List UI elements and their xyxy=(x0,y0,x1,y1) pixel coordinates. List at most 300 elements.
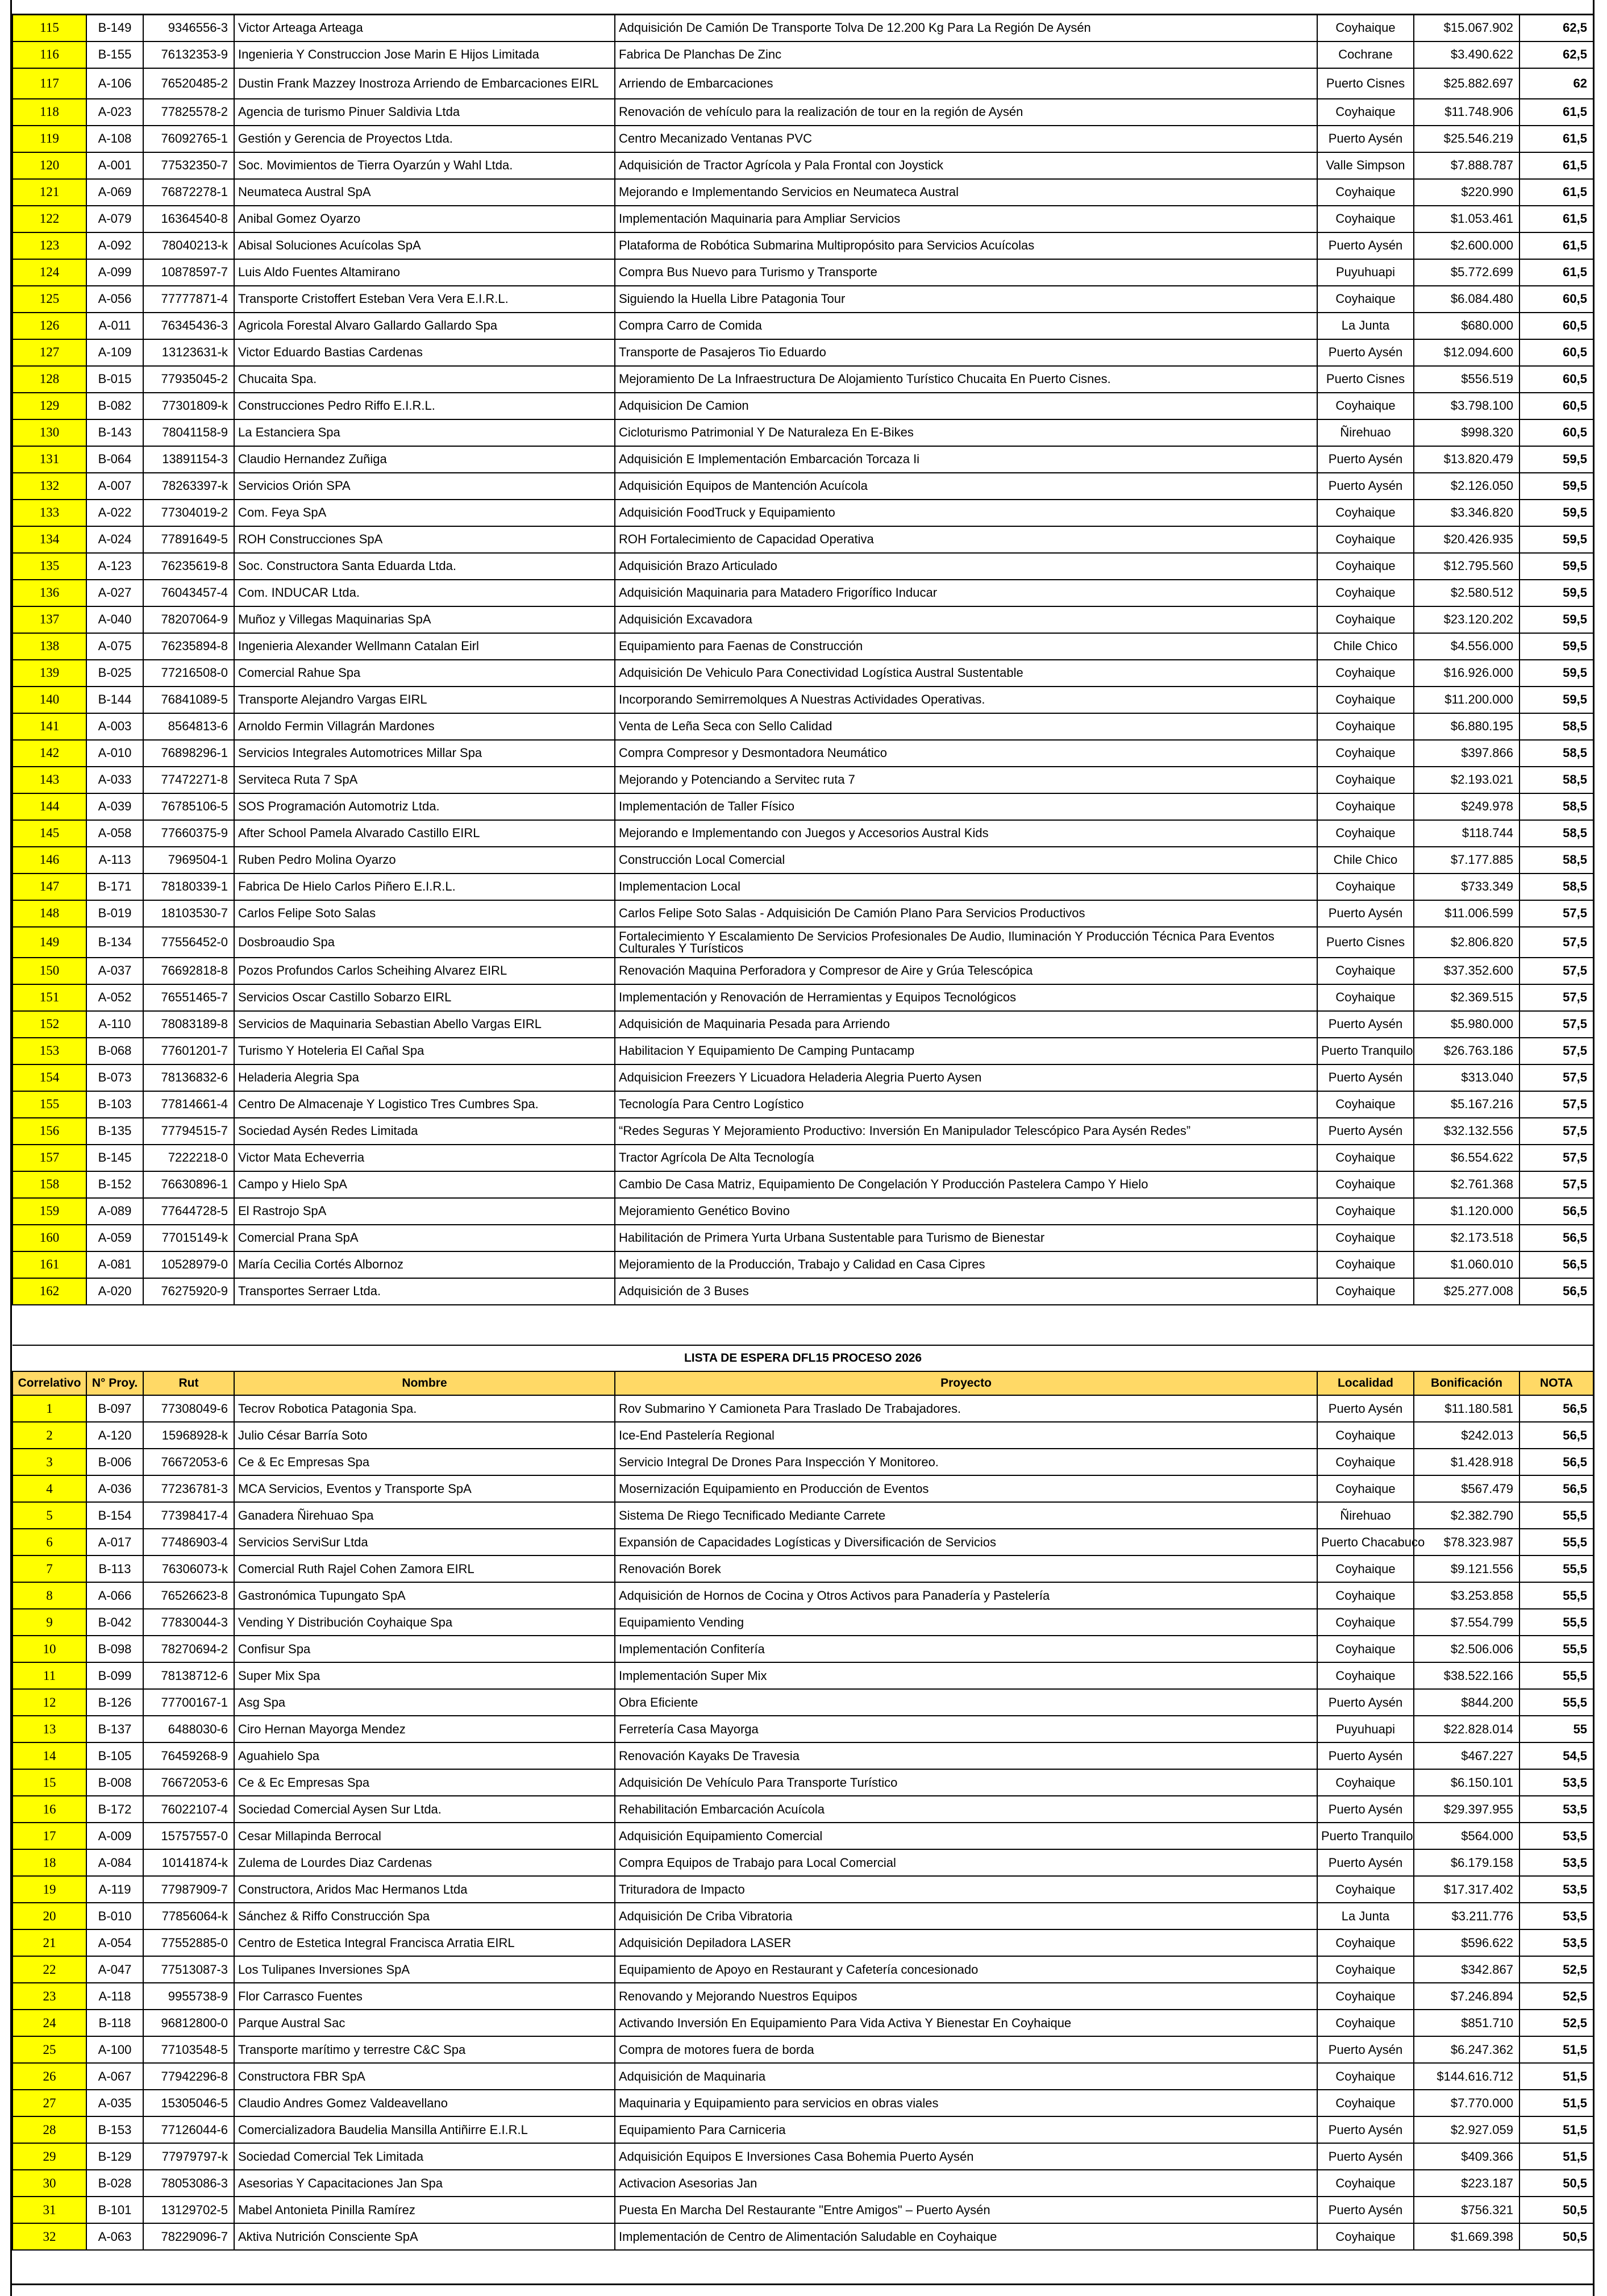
project-cell: Ice-End Pastelería Regional xyxy=(615,1422,1317,1449)
table-row xyxy=(13,1983,1593,2010)
score-cell: 59,5 xyxy=(1519,526,1593,553)
score-cell: 60,5 xyxy=(1519,393,1593,419)
name-cell: La Estanciera Spa xyxy=(234,419,615,446)
project-cell: Adquisicion Freezers Y Licuadora Heladeria Alegria Puerto Aysen xyxy=(615,1064,1317,1091)
table-row xyxy=(13,1689,1593,1716)
correlativo-cell: 16 xyxy=(13,1796,86,1823)
name-cell: Julio César Barría Soto xyxy=(234,1422,615,1449)
project-cell: Adquisición FoodTruck y Equipamiento xyxy=(615,500,1317,526)
score-cell: 56,5 xyxy=(1519,1198,1593,1225)
rut-cell: 76672053-6 xyxy=(143,1449,234,1475)
score-cell: 58,5 xyxy=(1519,713,1593,740)
rut-cell: 8564813-6 xyxy=(143,713,234,740)
project-cell: Equipamiento para Faenas de Construcción xyxy=(615,633,1317,660)
bonus-cell: $12.795.560 xyxy=(1414,553,1519,580)
correlativo-cell: 137 xyxy=(13,606,86,633)
score-cell: 55,5 xyxy=(1519,1529,1593,1555)
bonus-cell: $37.352.600 xyxy=(1414,958,1519,984)
table-row xyxy=(13,152,1593,179)
project-cell: Adquisición de Maquinaria Pesada para Arriendo xyxy=(615,1011,1317,1038)
project-number-cell: A-079 xyxy=(86,206,143,232)
locality-cell: Coyhaique xyxy=(1317,793,1414,820)
score-cell: 59,5 xyxy=(1519,606,1593,633)
project-cell: Renovando y Mejorando Nuestros Equipos xyxy=(615,1983,1317,2010)
bonus-cell: $11.748.906 xyxy=(1414,99,1519,126)
rut-cell: 78138712-6 xyxy=(143,1662,234,1689)
bonus-cell: $144.616.712 xyxy=(1414,2063,1519,2090)
project-cell: Adquisición De Vehiculo Para Conectividad Logística Austral Sustentable xyxy=(615,660,1317,687)
correlativo-cell: 126 xyxy=(13,313,86,339)
name-cell: Construcciones Pedro Riffo E.I.R.L. xyxy=(234,393,615,419)
locality-cell: Puerto Aysén xyxy=(1317,1011,1414,1038)
bonus-cell: $9.121.556 xyxy=(1414,1555,1519,1582)
bonus-cell: $78.323.987 xyxy=(1414,1529,1519,1555)
bonus-cell: $313.040 xyxy=(1414,1064,1519,1091)
rut-cell: 76520485-2 xyxy=(143,68,234,99)
rut-cell: 77601201-7 xyxy=(143,1038,234,1064)
name-cell: Constructora FBR SpA xyxy=(234,2063,615,2090)
project-number-cell: B-126 xyxy=(86,1689,143,1716)
table-row xyxy=(13,687,1593,713)
locality-cell: Coyhaique xyxy=(1317,1609,1414,1636)
rut-cell: 78229096-7 xyxy=(143,2223,234,2250)
waitlist-body xyxy=(13,1395,1593,2250)
project-cell: Servicio Integral De Drones Para Inspección Y Monitoreo. xyxy=(615,1449,1317,1475)
project-cell: Activando Inversión En Equipamiento Para Vida Activa Y Bienestar En Coyhaique xyxy=(615,2010,1317,2036)
correlativo-cell: 116 xyxy=(13,41,86,68)
name-cell: Servicios de Maquinaria Sebastian Abello Vargas EIRL xyxy=(234,1011,615,1038)
project-cell: Adquisición De Criba Vibratoria xyxy=(615,1903,1317,1929)
bonus-cell: $25.546.219 xyxy=(1414,126,1519,152)
correlativo-cell: 151 xyxy=(13,984,86,1011)
rut-cell: 76306073-k xyxy=(143,1555,234,1582)
table-row xyxy=(13,793,1593,820)
score-cell: 58,5 xyxy=(1519,793,1593,820)
rut-cell: 76459268-9 xyxy=(143,1742,234,1769)
table-row xyxy=(13,1956,1593,1983)
rut-cell: 10878597-7 xyxy=(143,259,234,286)
locality-cell: Coyhaique xyxy=(1317,958,1414,984)
rut-cell: 77556452-0 xyxy=(143,927,234,958)
name-cell: Mabel Antonieta Pinilla Ramírez xyxy=(234,2197,615,2223)
header-nombre: Nombre xyxy=(234,1371,615,1395)
name-cell: Chucaita Spa. xyxy=(234,366,615,393)
table-row xyxy=(13,419,1593,446)
locality-cell: Coyhaique xyxy=(1317,820,1414,847)
table-row xyxy=(13,232,1593,259)
correlativo-cell: 30 xyxy=(13,2170,86,2197)
project-cell: Habilitacion Y Equipamiento De Camping Puntacamp xyxy=(615,1038,1317,1064)
name-cell: Comercial Rahue Spa xyxy=(234,660,615,687)
project-number-cell: A-040 xyxy=(86,606,143,633)
table-row xyxy=(13,1502,1593,1529)
name-cell: Heladeria Alegria Spa xyxy=(234,1064,615,1091)
project-cell: Equipamiento Para Carniceria xyxy=(615,2116,1317,2143)
rut-cell: 76692818-8 xyxy=(143,958,234,984)
score-cell: 55,5 xyxy=(1519,1609,1593,1636)
project-cell: Adquisición de 3 Buses xyxy=(615,1278,1317,1305)
name-cell: Abisal Soluciones Acuícolas SpA xyxy=(234,232,615,259)
locality-cell: Coyhaique xyxy=(1317,687,1414,713)
correlativo-cell: 32 xyxy=(13,2223,86,2250)
correlativo-cell: 5 xyxy=(13,1502,86,1529)
locality-cell: Coyhaique xyxy=(1317,984,1414,1011)
name-cell: Confisur Spa xyxy=(234,1636,615,1662)
project-number-cell: A-047 xyxy=(86,1956,143,1983)
correlativo-cell: 160 xyxy=(13,1225,86,1251)
name-cell: Sánchez & Riffo Construcción Spa xyxy=(234,1903,615,1929)
rut-cell: 76345436-3 xyxy=(143,313,234,339)
name-cell: Ruben Pedro Molina Oyarzo xyxy=(234,847,615,874)
project-number-cell: A-022 xyxy=(86,500,143,526)
bonus-cell: $6.150.101 xyxy=(1414,1769,1519,1796)
locality-cell: Ñirehuao xyxy=(1317,1502,1414,1529)
project-cell: Expansión de Capacidades Logísticas y Diversificación de Servicios xyxy=(615,1529,1317,1555)
score-cell: 57,5 xyxy=(1519,927,1593,958)
project-cell: Mejoramiento Genético Bovino xyxy=(615,1198,1317,1225)
correlativo-cell: 118 xyxy=(13,99,86,126)
correlativo-cell: 136 xyxy=(13,580,86,606)
score-cell: 53,5 xyxy=(1519,1769,1593,1796)
project-number-cell: B-145 xyxy=(86,1145,143,1171)
correlativo-cell: 26 xyxy=(13,2063,86,2090)
project-number-cell: A-033 xyxy=(86,767,143,793)
locality-cell: Puerto Aysén xyxy=(1317,1849,1414,1876)
correlativo-cell: 143 xyxy=(13,767,86,793)
name-cell: Constructora, Aridos Mac Hermanos Ltda xyxy=(234,1876,615,1903)
score-cell: 58,5 xyxy=(1519,740,1593,767)
project-cell: Implementación de Taller Físico xyxy=(615,793,1317,820)
table-row xyxy=(13,1903,1593,1929)
score-cell: 55,5 xyxy=(1519,1502,1593,1529)
project-cell: Mejorando e Implementando con Juegos y Accesorios Austral Kids xyxy=(615,820,1317,847)
project-number-cell: B-153 xyxy=(86,2116,143,2143)
project-number-cell: B-154 xyxy=(86,1502,143,1529)
correlativo-cell: 31 xyxy=(13,2197,86,2223)
project-cell: Implementacion Local xyxy=(615,874,1317,900)
rut-cell: 76043457-4 xyxy=(143,580,234,606)
table-row xyxy=(13,1011,1593,1038)
score-cell: 56,5 xyxy=(1519,1395,1593,1422)
locality-cell: Coyhaique xyxy=(1317,2063,1414,2090)
rut-cell: 76526623-8 xyxy=(143,1582,234,1609)
table-row xyxy=(13,2170,1593,2197)
rut-cell: 77825578-2 xyxy=(143,99,234,126)
rut-cell: 77935045-2 xyxy=(143,366,234,393)
score-cell: 59,5 xyxy=(1519,633,1593,660)
project-number-cell: A-024 xyxy=(86,526,143,553)
bonus-cell: $11.200.000 xyxy=(1414,687,1519,713)
score-cell: 59,5 xyxy=(1519,687,1593,713)
project-number-cell: B-137 xyxy=(86,1716,143,1742)
project-number-cell: B-099 xyxy=(86,1662,143,1689)
project-number-cell: A-120 xyxy=(86,1422,143,1449)
locality-cell: Puerto Aysén xyxy=(1317,1742,1414,1769)
name-cell: Ciro Hernan Mayorga Mendez xyxy=(234,1716,615,1742)
rut-cell: 77987909-7 xyxy=(143,1876,234,1903)
correlativo-cell: 117 xyxy=(13,68,86,99)
bonus-cell: $5.980.000 xyxy=(1414,1011,1519,1038)
correlativo-cell: 144 xyxy=(13,793,86,820)
locality-cell: Coyhaique xyxy=(1317,1449,1414,1475)
project-cell: Adquisición Equipos de Mantención Acuícola xyxy=(615,473,1317,500)
locality-cell: Puyuhuapi xyxy=(1317,1716,1414,1742)
table-row xyxy=(13,1091,1593,1118)
locality-cell: Coyhaique xyxy=(1317,740,1414,767)
score-cell: 52,5 xyxy=(1519,1956,1593,1983)
name-cell: Victor Arteaga Arteaga xyxy=(234,15,615,41)
project-cell: Mejorando e Implementando Servicios en Neumateca Austral xyxy=(615,179,1317,206)
bonus-cell: $733.349 xyxy=(1414,874,1519,900)
project-cell: Plataforma de Robótica Submarina Multipropósito para Servicios Acuícolas xyxy=(615,232,1317,259)
score-cell: 56,5 xyxy=(1519,1449,1593,1475)
table-row xyxy=(13,1278,1593,1305)
locality-cell: Coyhaique xyxy=(1317,580,1414,606)
name-cell: María Cecilia Cortés Albornoz xyxy=(234,1251,615,1278)
project-cell: Implementación Super Mix xyxy=(615,1662,1317,1689)
name-cell: Comercial Ruth Rajel Cohen Zamora EIRL xyxy=(234,1555,615,1582)
locality-cell: Coyhaique xyxy=(1317,393,1414,419)
project-cell: Activacion Asesorias Jan xyxy=(615,2170,1317,2197)
project-cell: Siguiendo la Huella Libre Patagonia Tour xyxy=(615,286,1317,313)
correlativo-cell: 146 xyxy=(13,847,86,874)
score-cell: 57,5 xyxy=(1519,1145,1593,1171)
project-cell: Adquisicion De Camion xyxy=(615,393,1317,419)
correlativo-cell: 124 xyxy=(13,259,86,286)
table-row xyxy=(13,1662,1593,1689)
table-row xyxy=(13,958,1593,984)
score-cell: 58,5 xyxy=(1519,767,1593,793)
project-number-cell: A-067 xyxy=(86,2063,143,2090)
table-row xyxy=(13,633,1593,660)
locality-cell: Puerto Aysén xyxy=(1317,1395,1414,1422)
rut-cell: 76235619-8 xyxy=(143,553,234,580)
project-number-cell: A-059 xyxy=(86,1225,143,1251)
locality-cell: Coyhaique xyxy=(1317,2223,1414,2250)
project-cell: Rov Submarino Y Camioneta Para Traslado De Trabajadores. xyxy=(615,1395,1317,1422)
table-row xyxy=(13,1145,1593,1171)
project-number-cell: B-006 xyxy=(86,1449,143,1475)
name-cell: Cesar Millapinda Berrocal xyxy=(234,1823,615,1849)
rut-cell: 77216508-0 xyxy=(143,660,234,687)
table-row xyxy=(13,847,1593,874)
correlativo-cell: 135 xyxy=(13,553,86,580)
project-number-cell: B-101 xyxy=(86,2197,143,2223)
project-cell: Adquisición de Maquinaria xyxy=(615,2063,1317,2090)
table-row xyxy=(13,1929,1593,1956)
project-cell: Compra Equipos de Trabajo para Local Comercial xyxy=(615,1849,1317,1876)
name-cell: Servicios Integrales Automotrices Millar Spa xyxy=(234,740,615,767)
header-n-proy: N° Proy. xyxy=(86,1371,143,1395)
bonus-cell: $409.366 xyxy=(1414,2143,1519,2170)
correlativo-cell: 153 xyxy=(13,1038,86,1064)
name-cell: Arnoldo Fermin Villagrán Mardones xyxy=(234,713,615,740)
locality-cell: Puerto Aysén xyxy=(1317,126,1414,152)
correlativo-cell: 121 xyxy=(13,179,86,206)
project-cell: Equipamiento Vending xyxy=(615,1609,1317,1636)
bonus-cell: $1.120.000 xyxy=(1414,1198,1519,1225)
rut-cell: 77472271-8 xyxy=(143,767,234,793)
table-row xyxy=(13,1475,1593,1502)
project-cell: Implementación Maquinaria para Ampliar Servicios xyxy=(615,206,1317,232)
correlativo-cell: 28 xyxy=(13,2116,86,2143)
locality-cell: Puerto Aysén xyxy=(1317,2197,1414,2223)
correlativo-cell: 162 xyxy=(13,1278,86,1305)
name-cell: Los Tulipanes Inversiones SpA xyxy=(234,1956,615,1983)
score-cell: 60,5 xyxy=(1519,419,1593,446)
waitlist-title-row xyxy=(13,1345,1593,1371)
project-cell: Puesta En Marcha Del Restaurante "Entre Amigos" – Puerto Aysén xyxy=(615,2197,1317,2223)
rut-cell: 77814661-4 xyxy=(143,1091,234,1118)
table-row xyxy=(13,2090,1593,2116)
name-cell: Transportes Serraer Ltda. xyxy=(234,1278,615,1305)
locality-cell: Coyhaique xyxy=(1317,1171,1414,1198)
score-cell: 56,5 xyxy=(1519,1278,1593,1305)
score-cell: 57,5 xyxy=(1519,1038,1593,1064)
project-number-cell: B-082 xyxy=(86,393,143,419)
table-row xyxy=(13,927,1593,958)
rut-cell: 76841089-5 xyxy=(143,687,234,713)
score-cell: 50,5 xyxy=(1519,2170,1593,2197)
project-number-cell: A-109 xyxy=(86,339,143,366)
project-cell: Rehabilitación Embarcación Acuícola xyxy=(615,1796,1317,1823)
bonus-cell: $596.622 xyxy=(1414,1929,1519,1956)
project-cell: Compra Compresor y Desmontadora Neumático xyxy=(615,740,1317,767)
table-row xyxy=(13,553,1593,580)
locality-cell: Coyhaique xyxy=(1317,1956,1414,1983)
table-row xyxy=(13,1064,1593,1091)
name-cell: Tecrov Robotica Patagonia Spa. xyxy=(234,1395,615,1422)
locality-cell: Coyhaique xyxy=(1317,1876,1414,1903)
correlativo-cell: 130 xyxy=(13,419,86,446)
project-cell: Adquisición De Vehículo Para Transporte Turístico xyxy=(615,1769,1317,1796)
table-row xyxy=(13,1796,1593,1823)
rut-cell: 76898296-1 xyxy=(143,740,234,767)
rut-cell: 77830044-3 xyxy=(143,1609,234,1636)
score-cell: 62,5 xyxy=(1519,41,1593,68)
correlativo-cell: 139 xyxy=(13,660,86,687)
table-row xyxy=(13,874,1593,900)
rut-cell: 76022107-4 xyxy=(143,1796,234,1823)
bonus-cell: $23.120.202 xyxy=(1414,606,1519,633)
score-cell: 57,5 xyxy=(1519,1011,1593,1038)
name-cell: Victor Eduardo Bastias Cardenas xyxy=(234,339,615,366)
score-cell: 56,5 xyxy=(1519,1251,1593,1278)
score-cell: 54,5 xyxy=(1519,1742,1593,1769)
locality-cell: Cochrane xyxy=(1317,41,1414,68)
rut-cell: 77398417-4 xyxy=(143,1502,234,1529)
project-cell: Fortalecimiento Y Escalamiento De Servicios Profesionales De Audio, Iluminación Y Producción Técnica Para Eventos Culturales Y Turísticos xyxy=(615,927,1317,958)
bonus-cell: $5.772.699 xyxy=(1414,259,1519,286)
score-cell: 62 xyxy=(1519,68,1593,99)
name-cell: Carlos Felipe Soto Salas xyxy=(234,900,615,927)
project-cell: Adquisición Equipos E Inversiones Casa Bohemia Puerto Aysén xyxy=(615,2143,1317,2170)
name-cell: Luis Aldo Fuentes Altamirano xyxy=(234,259,615,286)
bonus-cell: $6.247.362 xyxy=(1414,2036,1519,2063)
name-cell: Servicios Oscar Castillo Sobarzo EIRL xyxy=(234,984,615,1011)
project-number-cell: A-052 xyxy=(86,984,143,1011)
project-number-cell: A-054 xyxy=(86,1929,143,1956)
locality-cell: Puerto Aysén xyxy=(1317,2036,1414,2063)
locality-cell: Coyhaique xyxy=(1317,553,1414,580)
table-row xyxy=(13,2116,1593,2143)
rut-cell: 77126044-6 xyxy=(143,2116,234,2143)
bonus-cell: $2.927.059 xyxy=(1414,2116,1519,2143)
rut-cell: 77513087-3 xyxy=(143,1956,234,1983)
score-cell: 55,5 xyxy=(1519,1636,1593,1662)
score-cell: 57,5 xyxy=(1519,1091,1593,1118)
table-row xyxy=(13,313,1593,339)
locality-cell: Puerto Aysén xyxy=(1317,1796,1414,1823)
rut-cell: 77891649-5 xyxy=(143,526,234,553)
project-cell: Adquisición De Camión De Transporte Tolva De 12.200 Kg Para La Región De Aysén xyxy=(615,15,1317,41)
score-cell: 58,5 xyxy=(1519,847,1593,874)
score-cell: 60,5 xyxy=(1519,313,1593,339)
locality-cell: Coyhaique xyxy=(1317,286,1414,313)
locality-cell: Puerto Cisnes xyxy=(1317,68,1414,99)
table-row xyxy=(13,179,1593,206)
project-cell: “Redes Seguras Y Mejoramiento Productivo: Inversión En Manipulador Telescópico Para Aysén Redes” xyxy=(615,1118,1317,1145)
header-correlativo: Correlativo xyxy=(13,1371,86,1395)
score-cell: 53,5 xyxy=(1519,1823,1593,1849)
table-row xyxy=(13,2143,1593,2170)
correlativo-cell: 3 xyxy=(13,1449,86,1475)
name-cell: Servicios ServiSur Ltda xyxy=(234,1529,615,1555)
score-cell: 55 xyxy=(1519,1716,1593,1742)
project-number-cell: B-073 xyxy=(86,1064,143,1091)
name-cell: Anibal Gomez Oyarzo xyxy=(234,206,615,232)
table-row xyxy=(13,68,1593,99)
project-number-cell: A-039 xyxy=(86,793,143,820)
correlativo-cell: 18 xyxy=(13,1849,86,1876)
bonus-cell: $2.506.006 xyxy=(1414,1636,1519,1662)
project-number-cell: B-097 xyxy=(86,1395,143,1422)
bonus-cell: $6.880.195 xyxy=(1414,713,1519,740)
correlativo-cell: 6 xyxy=(13,1529,86,1555)
locality-cell: Coyhaique xyxy=(1317,15,1414,41)
name-cell: Dustin Frank Mazzey Inostroza Arriendo de Embarcaciones EIRL xyxy=(234,68,615,99)
project-cell: Implementación de Centro de Alimentación Saludable en Coyhaique xyxy=(615,2223,1317,2250)
table-row xyxy=(13,1171,1593,1198)
score-cell: 58,5 xyxy=(1519,874,1593,900)
score-cell: 53,5 xyxy=(1519,1876,1593,1903)
correlativo-cell: 140 xyxy=(13,687,86,713)
header-nota: NOTA xyxy=(1519,1371,1593,1395)
table-row xyxy=(13,1716,1593,1742)
correlativo-cell: 138 xyxy=(13,633,86,660)
bonus-cell: $851.710 xyxy=(1414,2010,1519,2036)
score-cell: 61,5 xyxy=(1519,206,1593,232)
project-number-cell: B-144 xyxy=(86,687,143,713)
project-cell: Carlos Felipe Soto Salas - Adquisición De Camión Plano Para Servicios Productivos xyxy=(615,900,1317,927)
name-cell: Claudio Hernandez Zuñiga xyxy=(234,446,615,473)
project-number-cell: B-134 xyxy=(86,927,143,958)
table-row xyxy=(13,366,1593,393)
project-cell: Renovación Kayaks De Travesia xyxy=(615,1742,1317,1769)
table-row xyxy=(13,1529,1593,1555)
table-row xyxy=(13,339,1593,366)
score-cell: 62,5 xyxy=(1519,15,1593,41)
correlativo-cell: 115 xyxy=(13,15,86,41)
project-number-cell: B-172 xyxy=(86,1796,143,1823)
locality-cell: Puerto Aysén xyxy=(1317,2116,1414,2143)
score-cell: 57,5 xyxy=(1519,1118,1593,1145)
table-row xyxy=(13,393,1593,419)
rut-cell: 96812800-0 xyxy=(143,2010,234,2036)
table-row xyxy=(13,1118,1593,1145)
project-number-cell: A-110 xyxy=(86,1011,143,1038)
score-cell: 59,5 xyxy=(1519,473,1593,500)
